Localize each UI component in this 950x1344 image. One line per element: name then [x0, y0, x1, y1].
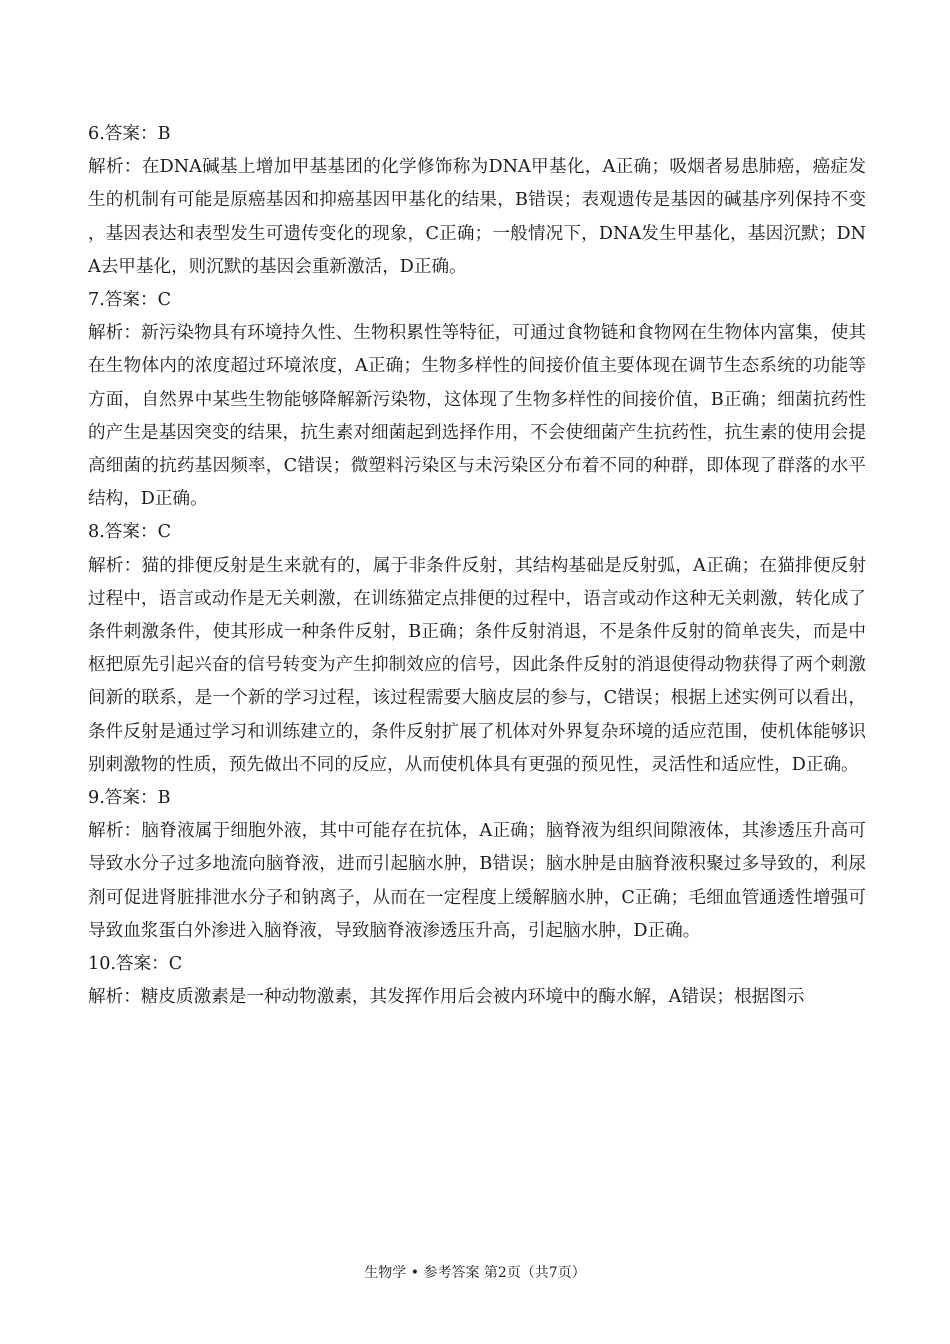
question-block-7 — [88, 284, 866, 516]
analysis-text: 解析：在DNA碱基上增加甲基基团的化学修饰称为DNA甲基化，A正确；吸烟者易患肺癌，癌症发生的机制有可能是原癌基因和抑癌基因甲基化的结果，B错误；表观遗传是基因的碱基序列保持不变，基因表达和表型发生可遗传变化的现象，C正确；一般情况下，DNA发生甲基化，基因沉默；DNA去甲基化，则沉默的基因会重新激活，D正确。 — [88, 157, 866, 277]
answer-line: 7.答案：C — [88, 290, 172, 311]
analysis-text: 解析：猫的排便反射是生来就有的，属于非条件反射，其结构基础是反射弧，A正确；在猫排便反射过程中，语言或动作是无关刺激，在训练猫定点排便的过程中，语言或动作这种无关刺激，转化成了条件刺激条件，使其形成一种条件反射，B正确；条件反射消退，不是条件反射的简单丧失，而是中枢把原先引起兴奋的信号转变为产生抑制效应的信号，因此条件反射的消退使得动物获得了两个刺激间新的联系，是一个新的学习过程，该过程需要大脑皮层的参与，C错误；根据上述实例可以看出，条件反射是通过学习和训练建立的，条件反射扩展了机体对外界复杂环境的适应范围，使机体能够识别刺激物的性质，预先做出不同的反应，从而使机体具有更强的预见性，灵活性和适应性，D正确。 — [88, 555, 866, 775]
answer-line: 9.答案：B — [88, 788, 171, 809]
analysis-text: 解析：脑脊液属于细胞外液，其中可能存在抗体，A正确；脑脊液为组织间隙液体，其渗透压升高可导致水分子过多地流向脑脊液，进而引起脑水肿，B错误；脑水肿是由脑脊液积聚过多导致的，利尿剂可促进肾脏排泄水分子和钠离子，从而在一定程度上缓解脑水肿，C正确；毛细血管通透性增强可导致血浆蛋白外渗进入脑脊液，导致脑脊液渗透压升高，引起脑水肿，D正确。 — [88, 821, 866, 941]
question-block-8 — [88, 516, 866, 782]
question-block-6 — [88, 118, 866, 284]
answer-line: 6.答案：B — [88, 124, 171, 144]
page-footer: 生物学 • 参考答案 第2页（共7页） — [364, 1265, 586, 1281]
answer-line: 10.答案：C — [88, 954, 183, 975]
analysis-text: 解析：新污染物具有环境持久性、生物积累性等特征，可通过食物链和食物网在生物体内富集，使其在生物体内的浓度超过环境浓度，A正确；生物多样性的间接价值主要体现在调节生态系统的功能等方面，自然界中某些生物能够降解新污染物，这体现了生物多样性的间接价值，B正确；细菌抗药性的产生是基因突变的结果，抗生素对细菌起到选择作用，不会使细菌产生抗药性，抗生素的使用会提高细菌的抗药基因频率，C错误；微塑料污染区与未污染区分布着不同的种群，即体现了群落的水平结构，D正确。 — [88, 323, 866, 510]
answer-line: 8.答案：C — [88, 522, 172, 543]
question-block-9 — [88, 782, 866, 948]
question-block-10 — [88, 948, 866, 1014]
answer-content — [88, 118, 866, 1014]
analysis-text: 解析：糖皮质激素是一种动物激素，其发挥作用后会被内环境中的酶水解，A错误；根据图示 — [88, 987, 805, 1008]
